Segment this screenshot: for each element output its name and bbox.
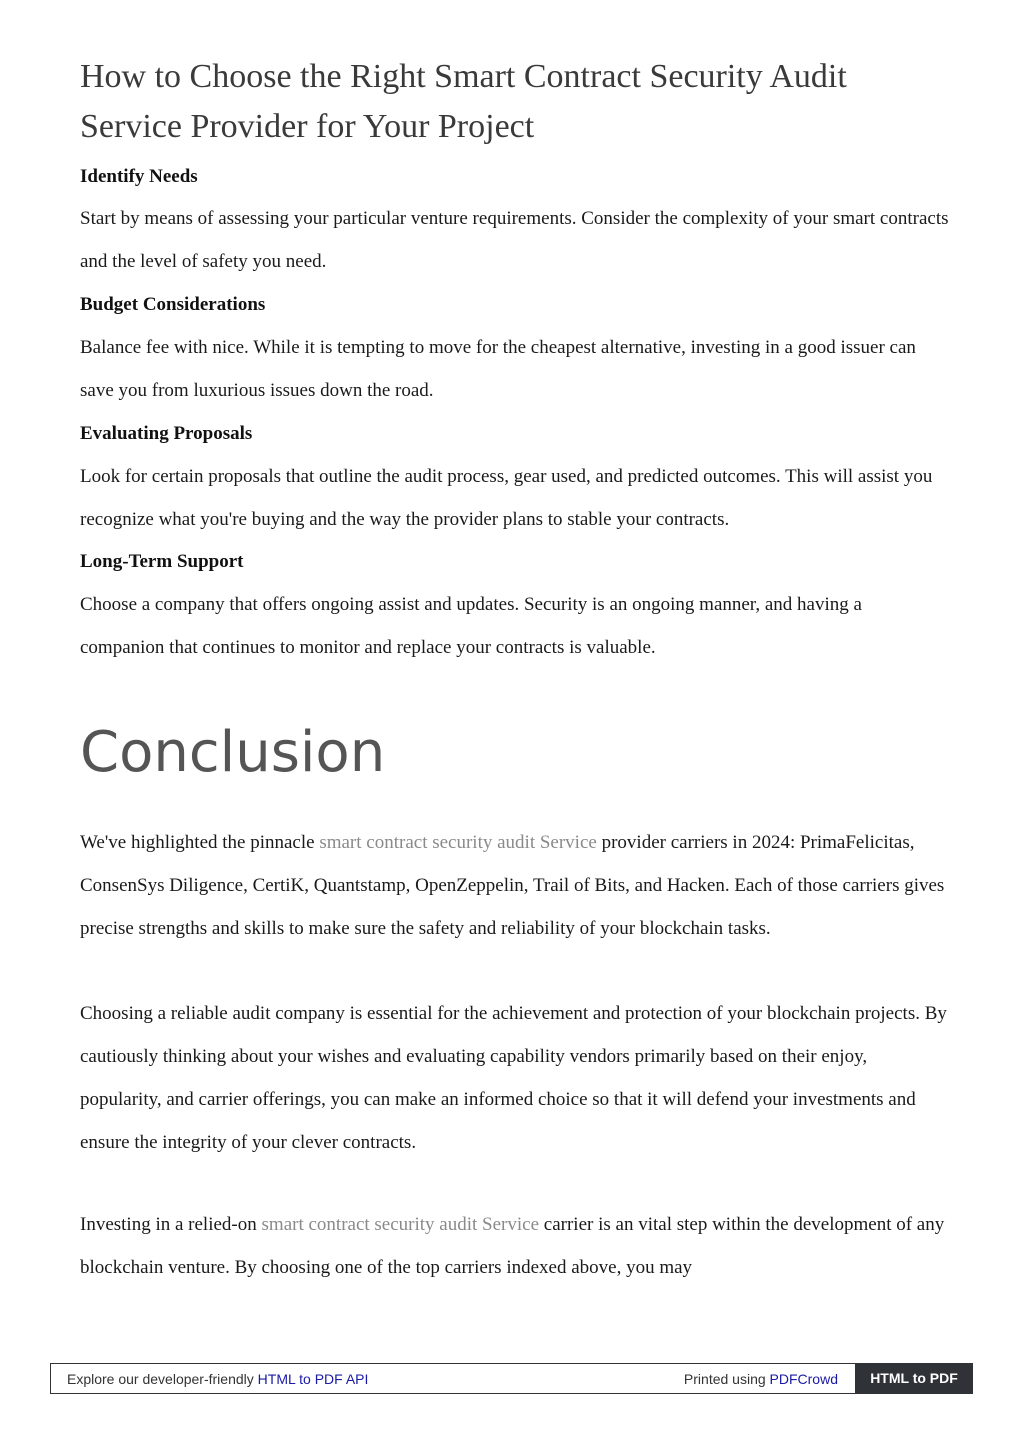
html-to-pdf-badge[interactable]: HTML to PDF xyxy=(855,1363,973,1394)
pdfcrowd-footer xyxy=(50,1363,973,1394)
paragraph-identify-needs: Start by means of assessing your particular venture requirements. Consider the complexity of your smart contracts and the level of safety you need. xyxy=(80,208,949,272)
paragraph-long-term-support: Choose a company that offers ongoing assist and updates. Security is an ongoing manner, and having a companion that continues to monitor and replace your contracts is valuable. xyxy=(80,594,862,658)
subheading-long-term-support: Long-Term Support xyxy=(80,551,244,572)
conclusion-p3-text-before: Investing in a relied-on xyxy=(80,1214,262,1235)
section-title: How to Choose the Right Smart Contract Security Audit Service Provider for Your Project xyxy=(80,58,847,145)
html-to-pdf-api-link[interactable]: HTML to PDF API xyxy=(257,1371,369,1387)
pdfcrowd-link[interactable]: PDFCrowd xyxy=(769,1371,838,1387)
conclusion-p1-text-after: provider carriers in 2024: PrimaFelicitas, ConsenSys Diligence, CertiK, Quantstamp, OpenZeppelin, Trail of Bits, and Hacken. Each of those carriers gives precise strengths and skills to make sure the safety and reliability of your blockchain tasks. xyxy=(80,832,945,939)
conclusion-paragraph-3 xyxy=(80,1203,950,1289)
subheading-identify-needs: Identify Needs xyxy=(80,166,198,187)
conclusion-p3-text-after: carrier is an vital step within the development of any blockchain venture. By choosing one of the top carriers indexed above, you may xyxy=(80,1214,945,1278)
footer-explore xyxy=(67,1371,368,1387)
conclusion-heading: Conclusion xyxy=(80,720,386,785)
footer-printed xyxy=(684,1371,838,1387)
footer-explore-text: Explore our developer-friendly xyxy=(67,1371,258,1387)
paragraph-evaluating-proposals: Look for certain proposals that outline the audit process, gear used, and predicted outcomes. This will assist you recognize what you're buying and the way the provider plans to stable your contracts. xyxy=(80,466,933,530)
conclusion-paragraph-2: Choosing a reliable audit company is essential for the achievement and protection of your blockchain projects. By cautiously thinking about your wishes and evaluating capability vendors primarily based on their enjoy, popularity, and carrier offerings, you can make an informed choice so that it will defend your investments and ensure the integrity of your clever contracts. xyxy=(80,1003,947,1153)
smart-contract-audit-link-2[interactable]: smart contract security audit Service xyxy=(261,1214,540,1235)
footer-printed-text: Printed using xyxy=(683,1371,770,1387)
paragraph-budget: Balance fee with nice. While it is tempting to move for the cheapest alternative, investing in a good issuer can save you from luxurious issues down the road. xyxy=(80,337,916,401)
conclusion-p1-text-before: We've highlighted the pinnacle xyxy=(80,832,320,853)
smart-contract-audit-link-1[interactable]: smart contract security audit Service xyxy=(319,832,597,853)
conclusion-paragraph-1 xyxy=(80,821,950,950)
subheading-budget: Budget Considerations xyxy=(80,294,266,315)
subheading-evaluating-proposals: Evaluating Proposals xyxy=(80,423,253,444)
